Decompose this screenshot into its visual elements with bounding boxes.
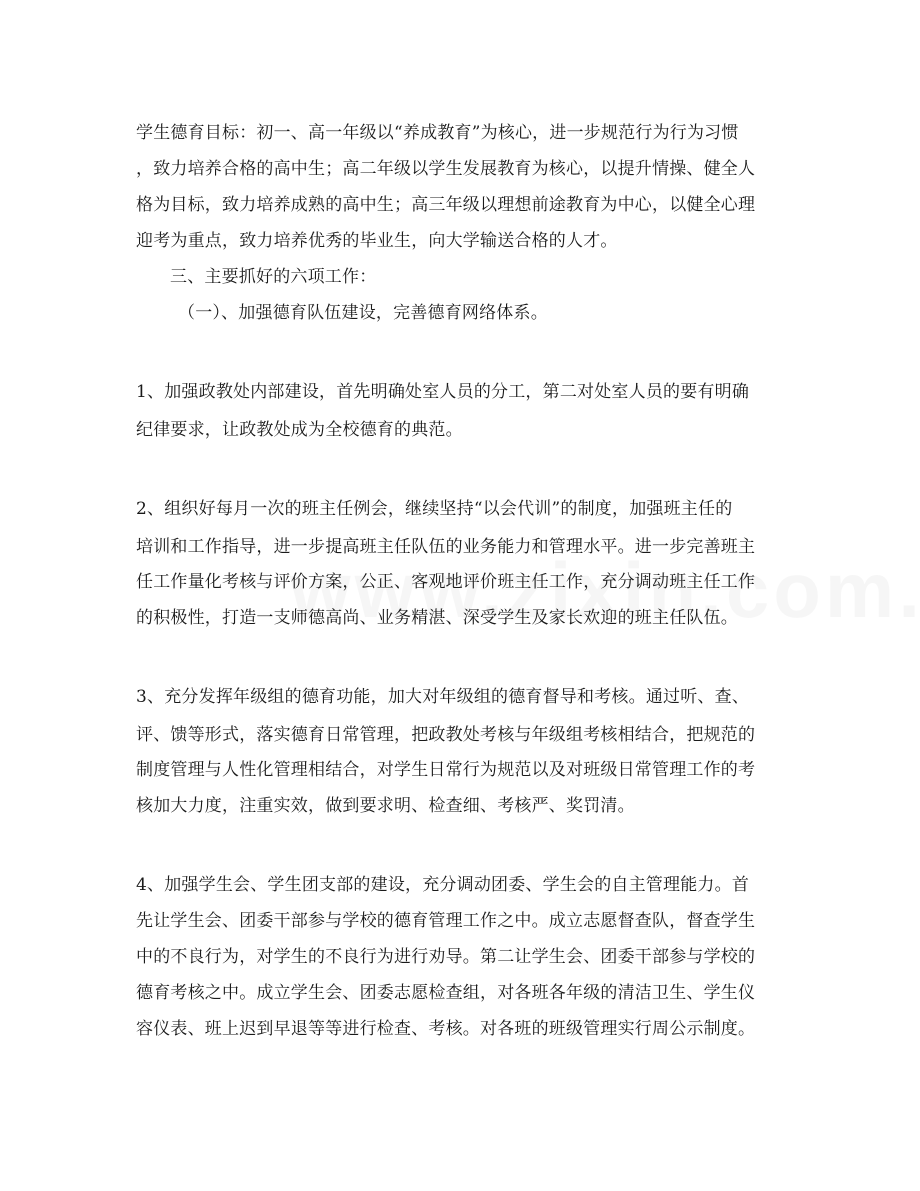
text-line: 中的不良行为，对学生的不良行为进行劝导。第二让学生会、团委干部参与学校的 (136, 947, 756, 967)
section-heading: 三、主要抓好的六项工作： (170, 267, 377, 287)
text-line: 任工作量化考核与评价方案，公正、客观地评价班主任工作，充分调动班主任工作 (136, 572, 756, 592)
text-line: 纪律要求，让政教处成为全校德育的典范。 (136, 420, 463, 440)
text-line: 格为目标，致力培养成熟的高中生；高三年级以理想前途教育为中心，以健全心理 (136, 195, 756, 215)
text-line: 3、充分发挥年级组的德育功能，加大对年级组的德育督导和考核。通过听、查、 (136, 687, 750, 707)
text-line: 培训和工作指导，进一步提高班主任队伍的业务能力和管理水平。进一步完善班主 (136, 537, 756, 557)
text-line: 容仪表、班上迟到早退等等进行检查、考核。对各班的班级管理实行周公示制度。 (136, 1019, 756, 1039)
text-line: 先让学生会、团委干部参与学校的德育管理工作之中。成立志愿督查队，督查学生 (136, 911, 756, 931)
text-line: 4、加强学生会、学生团支部的建设，充分调动团委、学生会的自主管理能力。首 (136, 875, 750, 895)
text-line: 迎考为重点，致力培养优秀的毕业生，向大学输送合格的人才。 (136, 231, 618, 251)
text-line: 1、加强政教处内部建设，首先明确处室人员的分工，第二对处室人员的要有明确 (136, 382, 750, 402)
text-line: 核加大力度，注重实效，做到要求明、检查细、考核严、奖罚清。 (136, 796, 635, 816)
text-line: 评、馈等形式，落实德育日常管理，把政教处考核与年级组考核相结合，把规范的 (136, 725, 756, 745)
subsection-heading: （一）、加强德育队伍建设，完善德育网络体系。 (178, 303, 548, 323)
text-line: 2、组织好每月一次的班主任例会，继续坚持“以会代训”的制度，加强班主任的 (136, 499, 733, 519)
text-line: 的积极性，打造一支师德高尚、业务精湛、深受学生及家长欢迎的班主任队伍。 (136, 608, 738, 628)
text-line: ，致力培养合格的高中生；高二年级以学生发展教育为核心，以提升情操、健全人 (136, 159, 756, 179)
text-line: 德育考核之中。成立学生会、团委志愿检查组，对各班各年级的清洁卫生、学生仪 (136, 983, 756, 1003)
text-line: 制度管理与人性化管理相结合，对学生日常行为规范以及对班级日常管理工作的考 (136, 760, 756, 780)
text-line: 学生德育目标：初一、高一年级以“养成教育”为核心，进一步规范行为行为习惯 (136, 123, 739, 143)
